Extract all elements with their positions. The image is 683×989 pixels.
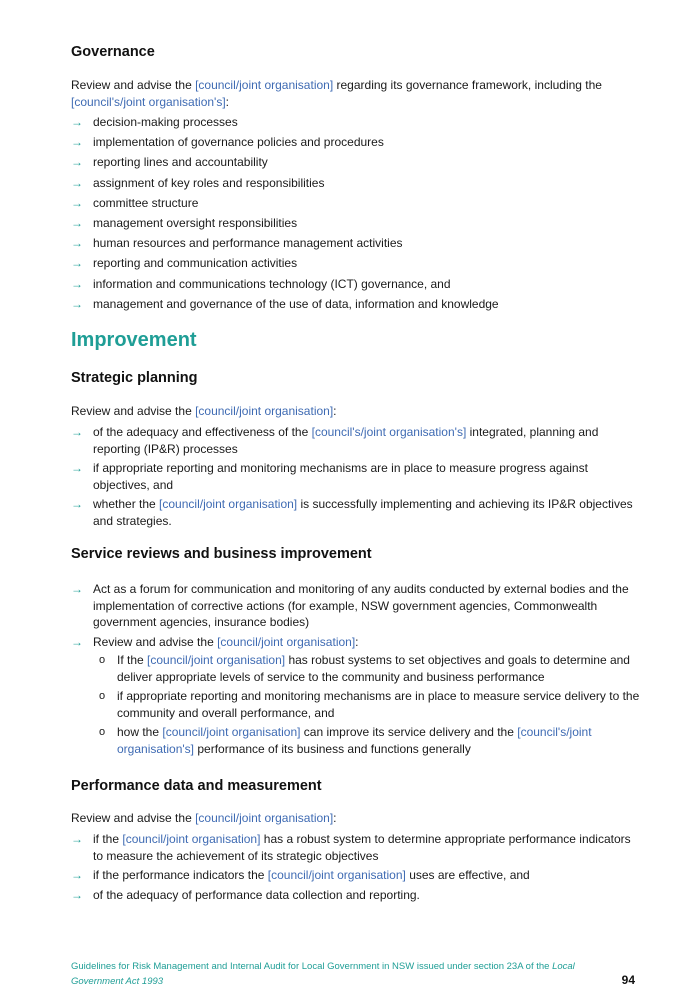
list-item: → Review and advise the [council/joint organisation]: o If the [council/joint organisation] has robust systems to set objectives and goals to determine and deliver appropriate levels of service to the community and business performance o if appropriate reporting and monitoring mechanisms are in place to measure service delivery to the community and overall performance, and o how the [council/joint organisation] can improve its service delivery and the [council's/joint organisation's] performance of its business and functions generally — [71, 634, 640, 756]
arrow-icon: → — [71, 887, 83, 902]
governance-intro: Review and advise the [council/joint organisation] regarding its governance framework, including the [council's/joint organisation's]: — [71, 78, 602, 109]
list-item: → assignment of key roles and responsibilities — [71, 175, 325, 190]
arrow-icon: → — [71, 425, 83, 439]
list-item: → committee structure — [71, 195, 199, 210]
arrow-icon: → — [71, 236, 83, 251]
bullet-circle-icon: o — [99, 726, 106, 738]
strategic-list — [71, 424, 641, 532]
list-item: → Act as a forum for communication and monitoring of any audits conducted by external bodies and the implementation of corrective actions (for example, NSW government agencies, Commonwealth government agencies, insurance bodies) — [71, 582, 629, 629]
list-item: → management and governance of the use of data, information and knowledge — [71, 296, 499, 311]
strategic-intro: Review and advise the [council/joint organisation]: — [71, 404, 337, 418]
improvement-heading: Improvement — [71, 329, 197, 351]
arrow-icon: → — [71, 634, 83, 649]
arrow-icon: → — [71, 115, 83, 129]
arrow-icon: → — [71, 256, 83, 271]
arrow-icon: → — [71, 461, 83, 475]
sub-list-item: o If the [council/joint organisation] has robust systems to set objectives and goals to determine and deliver appropriate levels of service to the community and business performance — [99, 653, 630, 684]
arrow-icon: → — [71, 155, 83, 170]
page-footer — [71, 959, 641, 989]
performance-list — [71, 831, 641, 906]
list-item: → if the performance indicators the [council/joint organisation] uses are effective, and — [71, 868, 530, 882]
list-item: → reporting lines and accountability — [71, 155, 268, 170]
list-item: → implementation of governance policies and procedures — [71, 135, 384, 150]
list-item: → information and communications technology (ICT) governance, and — [71, 276, 451, 291]
list-item: → decision-making processes — [71, 115, 238, 129]
list-item: → if the [council/joint organisation] has a robust system to determine appropriate performance indicators to measure the achievement of its strategic objectives — [71, 832, 631, 863]
list-item: → if appropriate reporting and monitoring mechanisms are in place to measure progress against objectives, and — [71, 461, 588, 492]
list-item: → human resources and performance management activities — [71, 236, 403, 251]
service-reviews-heading: Service reviews and business improvement — [71, 546, 372, 562]
arrow-icon: → — [71, 276, 83, 291]
list-item: → reporting and communication activities — [71, 256, 298, 271]
service-sublist — [93, 652, 641, 757]
sub-list-item: o how the [council/joint organisation] can improve its service delivery and the [council's/joint organisation's] performance of its business and functions generally — [99, 725, 592, 756]
service-list — [71, 581, 641, 760]
arrow-icon: → — [71, 868, 83, 882]
footer-citation: Guidelines for Risk Management and Internal Audit for Local Government in NSW issued under section 23A of the Local Government Act 1993 — [71, 961, 575, 987]
bullet-circle-icon: o — [99, 654, 106, 666]
page-number: 94 — [621, 973, 635, 987]
performance-intro: Review and advise the [council/joint organisation]: — [71, 811, 337, 825]
arrow-icon: → — [71, 296, 83, 311]
performance-heading: Performance data and measurement — [71, 778, 322, 794]
arrow-icon: → — [71, 175, 83, 190]
arrow-icon: → — [71, 497, 83, 511]
arrow-icon: → — [71, 832, 83, 846]
arrow-icon: → — [71, 195, 83, 210]
governance-list — [71, 114, 641, 316]
governance-heading: Governance — [71, 44, 155, 60]
bullet-circle-icon: o — [99, 690, 106, 702]
arrow-icon: → — [71, 215, 83, 230]
strategic-planning-heading: Strategic planning — [71, 370, 198, 386]
list-item: → management oversight responsibilities — [71, 215, 298, 230]
list-item: → of the adequacy and effectiveness of the [council's/joint organisation's] integrated, planning and reporting (IP&R) processes — [71, 425, 599, 456]
list-item: → of the adequacy of performance data collection and reporting. — [71, 887, 420, 902]
list-item: → whether the [council/joint organisation] is successfully implementing and achieving its IP&R objectives and strategies. — [71, 497, 633, 528]
arrow-icon: → — [71, 582, 83, 596]
arrow-icon: → — [71, 135, 83, 150]
sub-list-item: o if appropriate reporting and monitoring mechanisms are in place to measure service delivery to the community and overall performance, and — [99, 689, 640, 720]
